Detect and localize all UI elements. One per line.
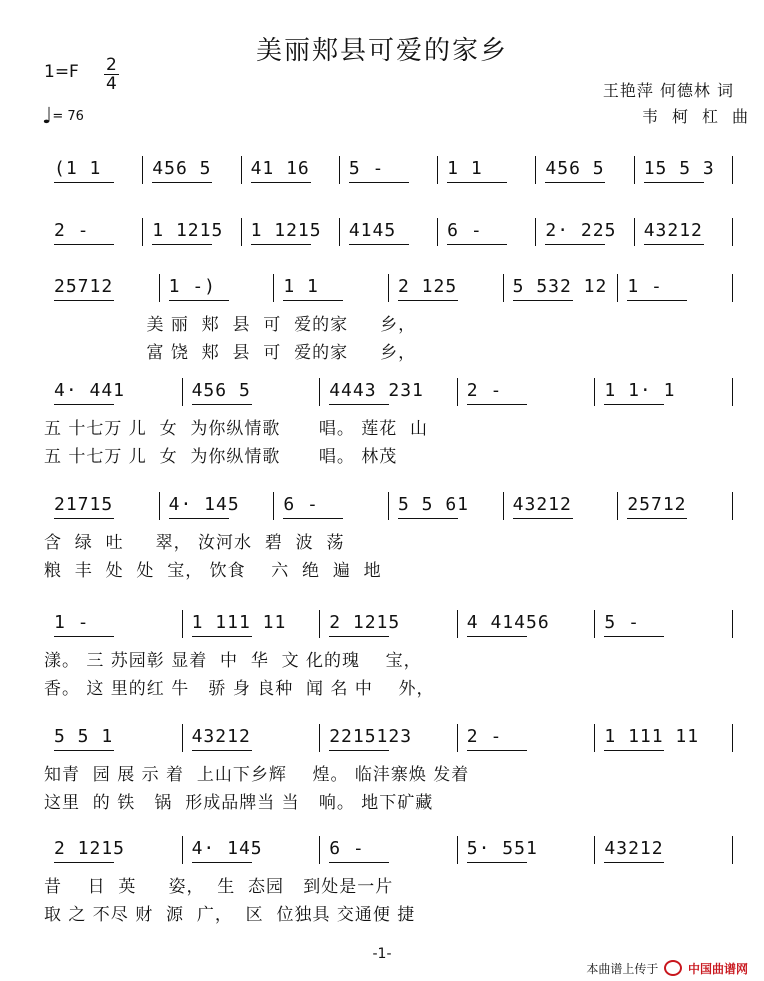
measure: 25712 <box>54 276 114 297</box>
measure: 456 5 <box>545 158 605 179</box>
beam-underline <box>604 862 664 863</box>
page-number: -1- <box>372 946 392 962</box>
bar-line <box>273 492 274 520</box>
measure: 6 - <box>447 220 483 241</box>
measure: 2215123 <box>329 726 413 747</box>
measure: 456 5 <box>152 158 212 179</box>
measure: 4· 145 <box>168 494 240 515</box>
bar-line <box>732 492 733 520</box>
notation-line <box>0 266 764 306</box>
beam-underline <box>54 182 114 183</box>
measure: 2 - <box>466 380 503 401</box>
beam-underline <box>54 404 114 405</box>
bar-line <box>273 274 274 302</box>
beam-underline <box>604 636 664 637</box>
bar-line <box>732 836 733 864</box>
beam-underline <box>329 404 389 405</box>
beam-underline <box>283 518 343 519</box>
measure: 456 5 <box>191 380 251 401</box>
bar-line <box>182 610 183 638</box>
measure: 2· 225 <box>545 220 617 241</box>
lyric-line: 昔 日 英 姿， 生 态园 到处是一片 <box>44 877 394 897</box>
notation-line <box>0 210 764 250</box>
bar-line <box>388 492 389 520</box>
beam-underline <box>54 300 114 301</box>
bar-line <box>732 274 733 302</box>
measure: 1 1215 <box>152 220 224 241</box>
notation-line <box>0 602 764 642</box>
bar-line <box>319 378 320 406</box>
upload-note: 本曲谱上传于 <box>586 962 659 976</box>
measure: 1 1 <box>283 276 319 297</box>
beam-underline <box>283 300 343 301</box>
beam-underline <box>545 244 605 245</box>
beam-underline <box>644 244 704 245</box>
notation-line <box>0 828 764 868</box>
bar-line <box>535 156 536 184</box>
lyric-line: 知青 园 展 示 着 上山下乡辉 煌。 临沣寨焕 发着 <box>44 765 470 785</box>
tempo-marking <box>42 104 84 129</box>
measure: 5· 551 <box>466 838 538 859</box>
tempo-value: = 76 <box>52 109 84 124</box>
beam-underline <box>192 404 252 405</box>
quarter-note-icon: ♩ <box>42 104 53 129</box>
measure: 1 -) <box>168 276 217 297</box>
lyric-line: 粮 丰 处 处 宝， 饮食 六 绝 遍 地 <box>44 561 382 581</box>
bar-line <box>319 836 320 864</box>
beam-underline <box>467 636 527 637</box>
notation-line <box>0 716 764 756</box>
bar-line <box>339 218 340 246</box>
site-logo-icon <box>664 960 682 976</box>
beam-underline <box>627 300 687 301</box>
measure: 5 - <box>604 612 640 633</box>
measure: 43212 <box>604 838 664 859</box>
beam-underline <box>54 244 114 245</box>
measure: 4443 231 <box>329 380 424 401</box>
key-signature: 1=F <box>44 62 79 82</box>
bar-line <box>594 836 595 864</box>
measure: 1 1215 <box>250 220 322 241</box>
bar-line <box>732 724 733 752</box>
bar-line <box>159 492 160 520</box>
composer-part: 杠 <box>701 107 732 126</box>
lyric-line: 漾。 三 苏园彰 显着 中 华 文 化的瑰 宝， <box>44 651 422 671</box>
bar-line <box>437 218 438 246</box>
notation-line <box>0 484 764 524</box>
bar-line <box>241 156 242 184</box>
beam-underline <box>513 518 573 519</box>
beam-underline <box>54 750 114 751</box>
lyric-line: 五 十七万 儿 女 为你纵情歌 唱。 林茂 <box>44 447 398 467</box>
bar-line <box>457 610 458 638</box>
measure: 4 41456 <box>466 612 550 633</box>
bar-line <box>457 378 458 406</box>
lyric-line: 含 绿 吐 翠， 汝河水 碧 波 荡 <box>44 533 345 553</box>
time-signature <box>104 56 119 93</box>
bar-line <box>732 218 733 246</box>
bar-line <box>142 218 143 246</box>
bar-line <box>182 378 183 406</box>
measure: 1 1 <box>447 158 483 179</box>
beam-underline <box>447 244 507 245</box>
bar-line <box>457 836 458 864</box>
beam-underline <box>467 862 527 863</box>
beam-underline <box>152 182 212 183</box>
lyric-line: 富 饶 郏 县 可 爱的家 乡， <box>44 343 417 363</box>
lyric-line: 美 丽 郏 县 可 爱的家 乡， <box>44 315 417 335</box>
measure: 4· 441 <box>54 380 126 401</box>
measure: 2 1215 <box>329 612 401 633</box>
beam-underline <box>627 518 687 519</box>
measure: 43212 <box>191 726 251 747</box>
measure: 6 - <box>283 494 319 515</box>
beam-underline <box>398 300 458 301</box>
beam-underline <box>467 750 527 751</box>
measure: (1 1 <box>54 158 102 179</box>
composer-part: 曲 <box>731 107 748 126</box>
lyric-line: 取 之 不尽 财 源 广， 区 位独具 交通便 捷 <box>44 905 416 925</box>
footer-credit <box>586 960 748 977</box>
beam-underline <box>169 300 229 301</box>
time-signature-bottom: 4 <box>106 74 117 94</box>
beam-underline <box>604 750 664 751</box>
measure: 1 1· 1 <box>604 380 676 401</box>
beam-underline <box>251 244 311 245</box>
beam-underline <box>398 518 458 519</box>
notation-line <box>0 370 764 410</box>
measure: 2 125 <box>398 276 458 297</box>
bar-line <box>634 218 635 246</box>
bar-line <box>182 836 183 864</box>
beam-underline <box>644 182 704 183</box>
beam-underline <box>192 862 252 863</box>
bar-line <box>503 492 504 520</box>
measure: 4145 <box>348 220 397 241</box>
beam-underline <box>169 518 229 519</box>
bar-line <box>182 724 183 752</box>
beam-underline <box>513 300 573 301</box>
bar-line <box>617 492 618 520</box>
measure: 15 5 3 <box>643 158 715 179</box>
lyric-line: 五 十七万 儿 女 为你纵情歌 唱。 莲花 山 <box>44 419 429 439</box>
measure: 1 111 11 <box>191 612 287 633</box>
composer-part: 柯 <box>671 107 702 126</box>
bar-line <box>594 378 595 406</box>
measure: 6 - <box>329 838 365 859</box>
measure: 1 - <box>627 276 663 297</box>
bar-line <box>634 156 635 184</box>
site-brand[interactable]: 中国曲谱网 <box>687 962 748 976</box>
measure: 1 111 11 <box>604 726 700 747</box>
measure: 41 16 <box>250 158 310 179</box>
bar-line <box>535 218 536 246</box>
beam-underline <box>192 750 252 751</box>
beam-underline <box>251 182 311 183</box>
composer-part: 韦 <box>641 107 672 126</box>
measure: 4· 145 <box>191 838 263 859</box>
bar-line <box>617 274 618 302</box>
bar-line <box>319 724 320 752</box>
beam-underline <box>349 244 409 245</box>
beam-underline <box>329 750 389 751</box>
lyric-line: 这里 的 铁 锅 形成品牌当 当 响。 地下矿藏 <box>44 793 434 813</box>
bar-line <box>388 274 389 302</box>
bar-line <box>437 156 438 184</box>
beam-underline <box>604 404 664 405</box>
measure: 43212 <box>643 220 703 241</box>
beam-underline <box>54 862 114 863</box>
measure: 5 5 61 <box>398 494 470 515</box>
beam-underline <box>54 636 114 637</box>
measure: 21715 <box>54 494 114 515</box>
measure: 5 532 12 <box>512 276 608 297</box>
measure: 25712 <box>627 494 687 515</box>
bar-line <box>732 156 733 184</box>
page-title: 美丽郏县可爱的家乡 <box>255 36 508 66</box>
measure: 2 1215 <box>54 838 126 859</box>
beam-underline <box>545 182 605 183</box>
bar-line <box>241 218 242 246</box>
bar-line <box>142 156 143 184</box>
measure: 2 - <box>54 220 90 241</box>
bar-line <box>457 724 458 752</box>
time-signature-top: 2 <box>106 55 117 75</box>
bar-line <box>732 378 733 406</box>
bar-line <box>732 610 733 638</box>
bar-line <box>503 274 504 302</box>
measure: 43212 <box>512 494 572 515</box>
notation-line <box>0 148 764 188</box>
beam-underline <box>467 404 527 405</box>
bar-line <box>339 156 340 184</box>
bar-line <box>159 274 160 302</box>
lyric-line: 香。 这 里的红 牛 骄 身 良种 闻 名 中 外， <box>44 679 435 699</box>
beam-underline <box>54 518 114 519</box>
beam-underline <box>349 182 409 183</box>
measure: 1 - <box>54 612 90 633</box>
measure: 5 - <box>348 158 385 179</box>
measure: 5 5 1 <box>54 726 114 747</box>
beam-underline <box>329 636 389 637</box>
beam-underline <box>192 636 252 637</box>
composer-credit <box>642 104 748 127</box>
bar-line <box>594 610 595 638</box>
bar-line <box>319 610 320 638</box>
bar-line <box>594 724 595 752</box>
beam-underline <box>152 244 212 245</box>
measure: 2 - <box>466 726 503 747</box>
beam-underline <box>329 862 389 863</box>
beam-underline <box>447 182 507 183</box>
lyricist-credit: 王艳萍 何德林 词 <box>602 81 734 100</box>
